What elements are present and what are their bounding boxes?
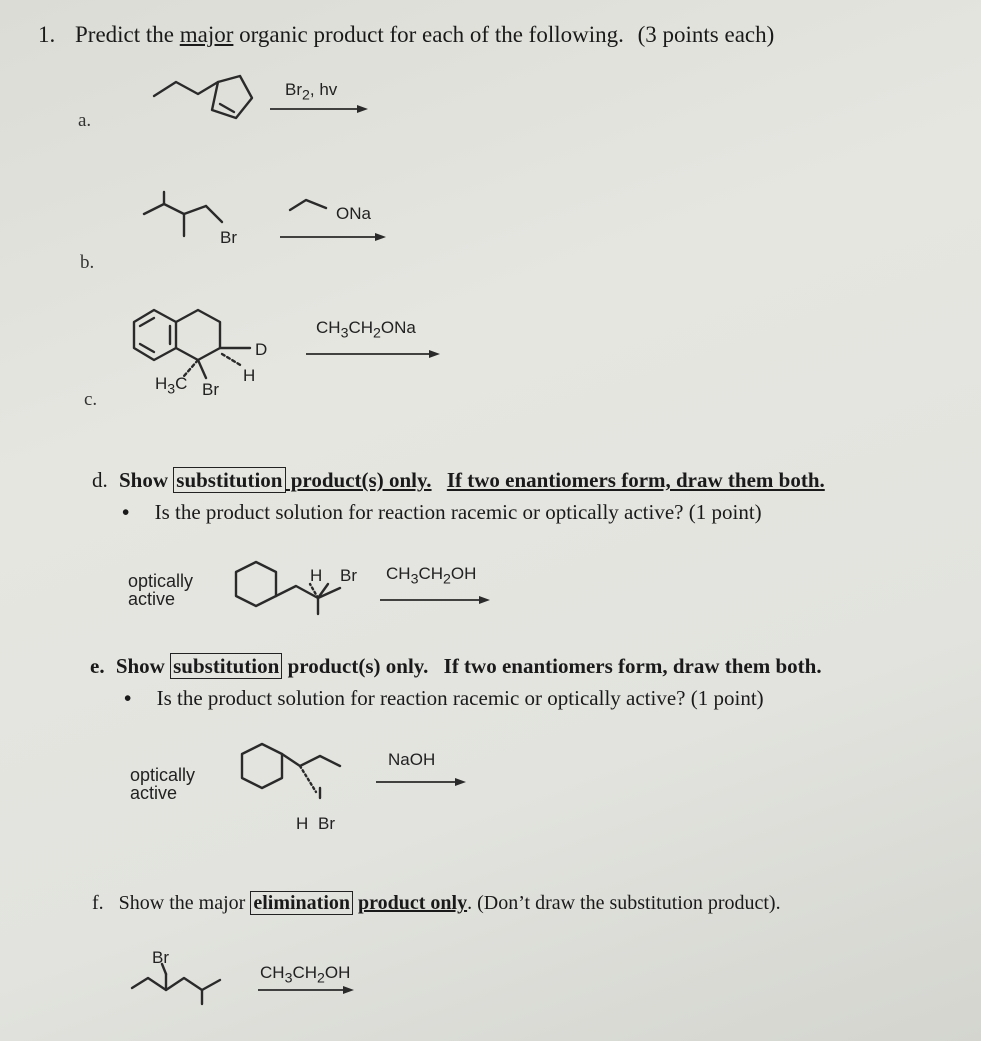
part-b-substituent: Br [220, 228, 237, 247]
part-c-atom-h: H [243, 366, 256, 385]
part-e-bullet: Is the product solution for reaction racemic or optically active? (1 point) [156, 686, 764, 710]
question-emph: major [179, 22, 234, 47]
part-e-note-line2: active [130, 783, 178, 803]
part-c-atom-br: Br [202, 380, 219, 399]
part-d-reagent [386, 564, 476, 587]
part-e-reagent: NaOH [388, 750, 436, 769]
part-d-bullet-icon: • [122, 500, 130, 524]
part-d-rest: product(s) only. [285, 468, 432, 492]
part-e-rest: product(s) only. [282, 654, 429, 678]
part-c-reagent-p2: CH [348, 318, 373, 337]
part-d-reagent-p1: CH [386, 564, 411, 583]
part-f-label: f. [92, 892, 104, 914]
part-a-reagent-sub: 2 [302, 87, 310, 104]
part-c-h3c-c: C [175, 374, 188, 393]
part-f-boxed: elimination [250, 891, 353, 915]
part-f-reagent-p3: OH [324, 963, 351, 982]
part-c-reagent-s1: 3 [340, 325, 349, 342]
part-c-h3c-h: H [155, 374, 168, 393]
part-b-label: b. [80, 252, 95, 273]
part-c-reagent-s2: 2 [373, 325, 381, 342]
part-c-reagent [316, 318, 416, 341]
part-f-tail: . (Don’t draw the substitution product). [467, 892, 781, 914]
question-header [38, 22, 774, 48]
part-f-reagent-s1: 3 [284, 970, 293, 987]
part-f-instruction [92, 892, 781, 915]
part-e-note [130, 766, 195, 802]
part-e-bullet-icon: • [124, 686, 132, 710]
part-d-atom-br: Br [340, 566, 357, 585]
part-f-show: Show the major [118, 892, 251, 914]
part-d-reagent-p2: CH [418, 564, 443, 583]
part-d-note-line2: active [128, 589, 176, 609]
part-f-reagent-p2: CH [292, 963, 317, 982]
part-e-tail: If two enantiomers form, draw them both. [443, 654, 822, 678]
part-b-reagent: ONa [336, 204, 371, 223]
part-c-label: c. [84, 389, 98, 410]
part-d-boxed: substitution [173, 467, 285, 493]
part-f-reagent [260, 963, 350, 986]
part-f-reagent-s2: 2 [317, 970, 325, 987]
part-f-atom-br: Br [152, 948, 169, 967]
part-c-atom-d: D [255, 340, 268, 359]
part-e-instruction [90, 654, 822, 679]
part-c-reagent-p1: CH [316, 318, 341, 337]
part-e-note-line1: optically [130, 765, 196, 785]
part-f-reagent-p1: CH [260, 963, 285, 982]
part-a-reagent-main: Br [285, 80, 302, 99]
part-d-instruction [92, 468, 825, 493]
part-c-atom-h3c [155, 374, 187, 397]
part-d-bullet-row [122, 500, 762, 525]
part-d-show: Show [119, 468, 174, 492]
part-e-atom-h: H [296, 814, 309, 833]
part-e-atom-br: Br [318, 814, 335, 833]
part-d-atom-h: H [310, 566, 323, 585]
part-c-reagent-p3: ONa [380, 318, 416, 337]
part-e-structure [230, 736, 480, 816]
part-f-underlined: product only [358, 892, 468, 914]
part-d-reagent-s1: 3 [410, 571, 419, 588]
question-number: 1. [38, 22, 56, 47]
part-d-label: d. [92, 468, 108, 492]
part-c-h3c-3: 3 [167, 381, 176, 398]
part-a-label: a. [78, 110, 92, 131]
part-d-note-line1: optically [128, 571, 194, 591]
part-a-reagent-tail: , hv [309, 80, 338, 99]
part-e-show: Show [115, 654, 171, 678]
part-e-label: e. [90, 654, 105, 678]
part-e-boxed: substitution [170, 653, 282, 679]
part-d-reagent-p3: OH [450, 564, 477, 583]
part-a-structure [140, 68, 400, 138]
part-e-bullet-row [124, 686, 764, 711]
part-d-reagent-s2: 2 [443, 571, 451, 588]
part-b-structure [130, 188, 400, 268]
part-a-reagent [285, 80, 337, 103]
question-prefix: Predict the [75, 22, 180, 47]
part-d-tail: If two enantiomers form, draw them both. [446, 468, 825, 492]
question-suffix: organic product for each of the following. [233, 22, 624, 47]
question-points: (3 points each) [637, 22, 775, 47]
part-d-bullet: Is the product solution for reaction racemic or optically active? (1 point) [154, 500, 762, 524]
part-d-note [128, 572, 193, 608]
